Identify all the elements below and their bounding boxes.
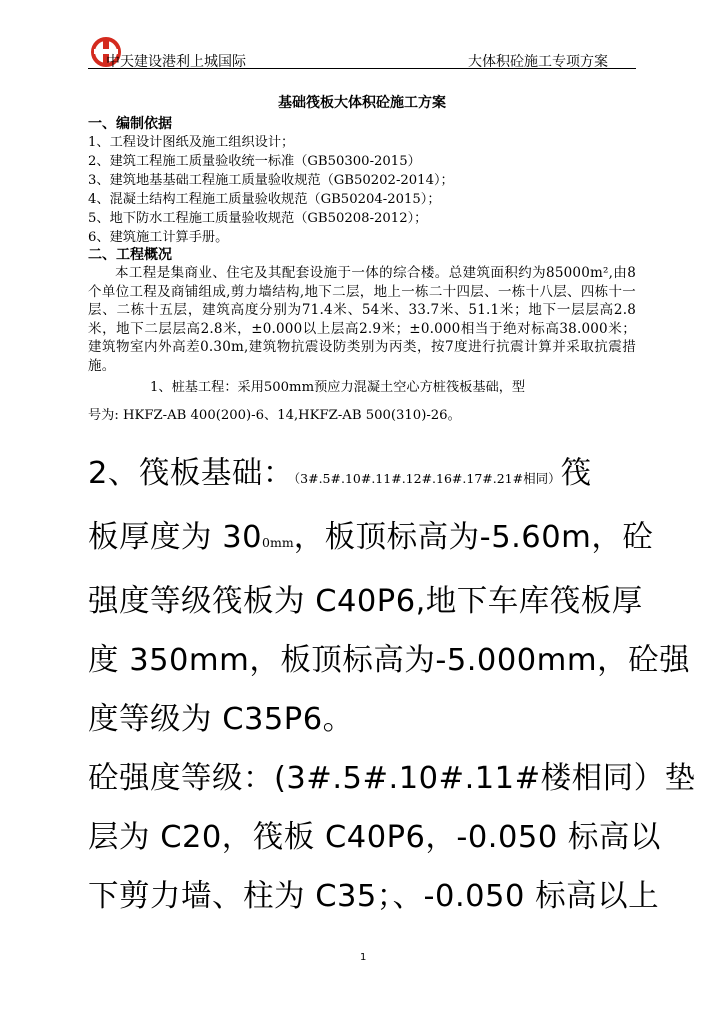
big-text-fragment: 板厚度为 30 xyxy=(88,519,263,555)
list-item: 4、混凝土结构工程施工质量验收规范（GB50204-2015）； xyxy=(88,192,441,207)
section-heading-overview: 二、工程概况 xyxy=(88,247,172,263)
big-text-fragment: 0mm xyxy=(262,534,294,550)
big-text-line: 度等级为 C35P6。 xyxy=(88,701,354,737)
document-name: 大体积砼施工专项方案 xyxy=(468,54,608,70)
big-text-line: 度 350mm，板顶标高为-5.000mm，砼强 xyxy=(88,642,691,678)
page-header xyxy=(88,36,636,69)
section-heading-basis: 一、编制依据 xyxy=(88,116,172,132)
page-number: 1 xyxy=(360,952,367,963)
list-item: 6、建筑施工计算手册。 xyxy=(88,230,229,245)
big-text-line: 层为 C20，筏板 C40P6，-0.050 标高以 xyxy=(88,819,661,855)
pile-foundation-line: 1、桩基工程：采用500mm预应力混凝土空心方桩筏板基础，型 xyxy=(150,379,526,395)
raft-heading: 2、筏板基础： xyxy=(88,455,294,491)
big-text-line xyxy=(88,444,636,508)
big-text-fragment: ，板顶标高为-5.60m，砼 xyxy=(293,519,654,555)
raft-same-buildings: （3#.5#.10#.11#.12#.16#.17#.21#相同） xyxy=(293,470,561,486)
list-item: 2、建筑工程施工质量验收统一标准（GB50300-2015） xyxy=(88,154,421,169)
raft-foundation-text xyxy=(88,444,696,926)
company-name: 中天建设港利上城国际 xyxy=(106,54,246,70)
overview-paragraph: 本工程是集商业、住宅及其配套设施于一体的综合楼。总建筑面积约为85000m²,由8个单位工程及商铺组成,剪力墙结构,地下二层，地上一栋二十四层、一栋十八层、四栋十一层、二栋十五层，建筑高度分别为71.4米、54米、33.7米、51.1米；地下一层层高2.8米，地下二层层高2.8米，±0.000以上层高2.9米；±0.000相当于绝对标高38.000米；建筑物室内外高差0.30m,建筑物抗震设防类别为丙类，按7度进行抗震计算并采取抗震措施。 xyxy=(88,265,636,374)
list-item: 3、建筑地基基础工程施工质量验收规范（GB50202-2014）； xyxy=(88,173,454,188)
document-body xyxy=(88,92,696,926)
big-text-line xyxy=(88,508,654,572)
big-text-line: 砼强度等级：(3#.5#.10#.11#楼相同）垫 xyxy=(88,760,696,796)
big-text-line: 强度等级筏板为 C40P6,地下车库筏板厚 xyxy=(88,583,643,619)
page-title: 基础筏板大体积砼施工方案 xyxy=(278,95,446,111)
big-text-fragment: 筏 xyxy=(560,455,592,491)
big-text-line: 下剪力墙、柱为 C35；、-0.050 标高以上 xyxy=(88,878,660,914)
pile-model-line: 号为: HKFZ-AB 400(200)-6、14,HKFZ-AB 500(310)-26。 xyxy=(88,407,461,423)
list-item: 5、地下防水工程施工质量验收规范（GB50208-2012）； xyxy=(88,211,428,226)
list-item: 1、工程设计图纸及施工组织设计； xyxy=(88,135,295,150)
